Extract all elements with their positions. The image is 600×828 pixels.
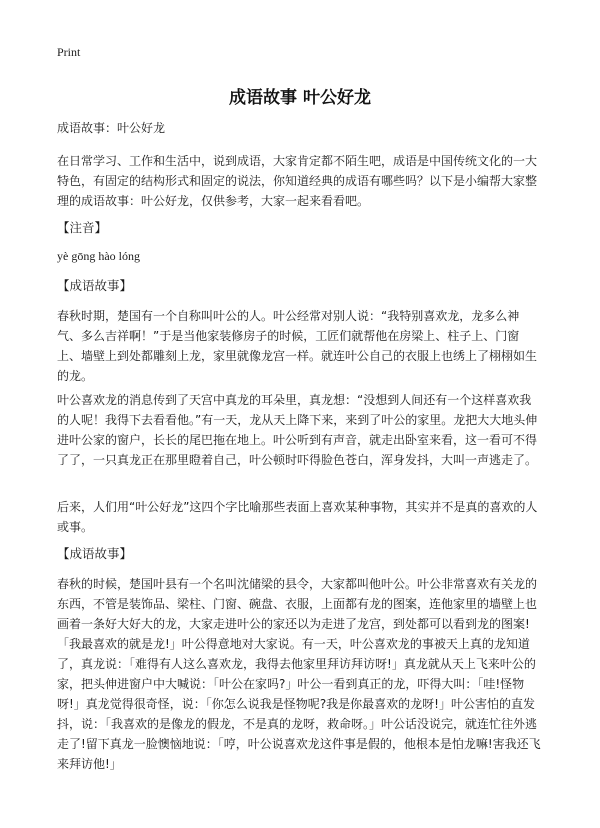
intro-paragraph: 在日常学习、工作和生活中，说到成语，大家肯定都不陌生吧，成语是中国传统文化的一大特色，有固定的结构形式和固定的说法，你知道经典的成语有哪些吗？以下是小编帮大家整理的成语故事：叶公好龙，仅供参考，大家一起来看看吧。 xyxy=(57,154,538,208)
pinyin-text: yè gōng hào lóng xyxy=(57,249,140,263)
story1-paragraph-1: 春秋时期，楚国有一个自称叫叶公的人。叶公经常对别人说：“我特别喜欢龙，龙多么神气、多么吉祥啊！”于是当他家装修房子的时候，工匠们就帮他在房梁上、柱子上、门窗上、墙壁上到处都雕刻上龙，家里就像龙宫一样。就连叶公自己的衣服上也绣上了栩栩如生的龙。 xyxy=(57,309,538,383)
print-link[interactable]: Print xyxy=(57,45,81,59)
heading-story-2: 【成语故事】 xyxy=(57,546,133,561)
heading-story-1: 【成语故事】 xyxy=(57,278,133,293)
story1-paragraph-3: 后来，人们用“叶公好龙”这四个字比喻那些表面上喜欢某种事物，其实并不是真的喜欢的人或事。 xyxy=(57,500,538,534)
subtitle: 成语故事：叶公好龙 xyxy=(57,121,166,135)
story2-paragraph-1: 春秋的时候，楚国叶县有一个名叫沈储梁的县令，大家都叫他叶公。叶公非常喜欢有关龙的东西，不管是装饰品、梁柱、门窗、碗盘、衣服，上面都有龙的图案，连他家里的墙壁上也画着一条好大好大的龙，大家走进叶公的家还以为走进了龙宫，到处都可以看到龙的图案!「我最喜欢的就是龙!」叶公得意地对大家说。有一天，叶公喜欢龙的事被天上真的龙知道了，真龙说：「难得有人这么喜欢龙，我得去他家里拜访拜访呀!」真龙就从天上飞来叶公的家，把头伸进窗户中大喊说：「叶公在家吗?」叶公一看到真正的龙，吓得大叫：「哇!怪物呀!」真龙觉得很奇怪，说：「你怎么说我是怪物呢?我是你最喜欢的龙呀!」叶公害怕的直发抖，说：「我喜欢的是像龙的假龙，不是真的龙呀，救命呀。」叶公话没说完，就连忙往外逃走了!留下真龙一脸懊恼地说：「哼，叶公说喜欢龙这件事是假的，他根本是怕龙嘛!害我还飞来拜访他!」 xyxy=(57,577,541,771)
page-title: 成语故事 叶公好龙 xyxy=(229,88,371,108)
heading-pinyin: 【注音】 xyxy=(57,220,108,235)
story1-paragraph-2: 叶公喜欢龙的消息传到了天宫中真龙的耳朵里，真龙想：“没想到人间还有一个这样喜欢我的人呢！我得下去看看他。”有一天，龙从天上降下来，来到了叶公的家里。龙把大大地头伸进叶公家的窗户，长长的尾巴拖在地上。叶公听到有声音，就走出卧室来看，这一看可不得了了，一只真龙正在那里瞪着自己，叶公顿时吓得脸色苍白，浑身发抖，大叫一声逃走了。 xyxy=(57,393,538,467)
